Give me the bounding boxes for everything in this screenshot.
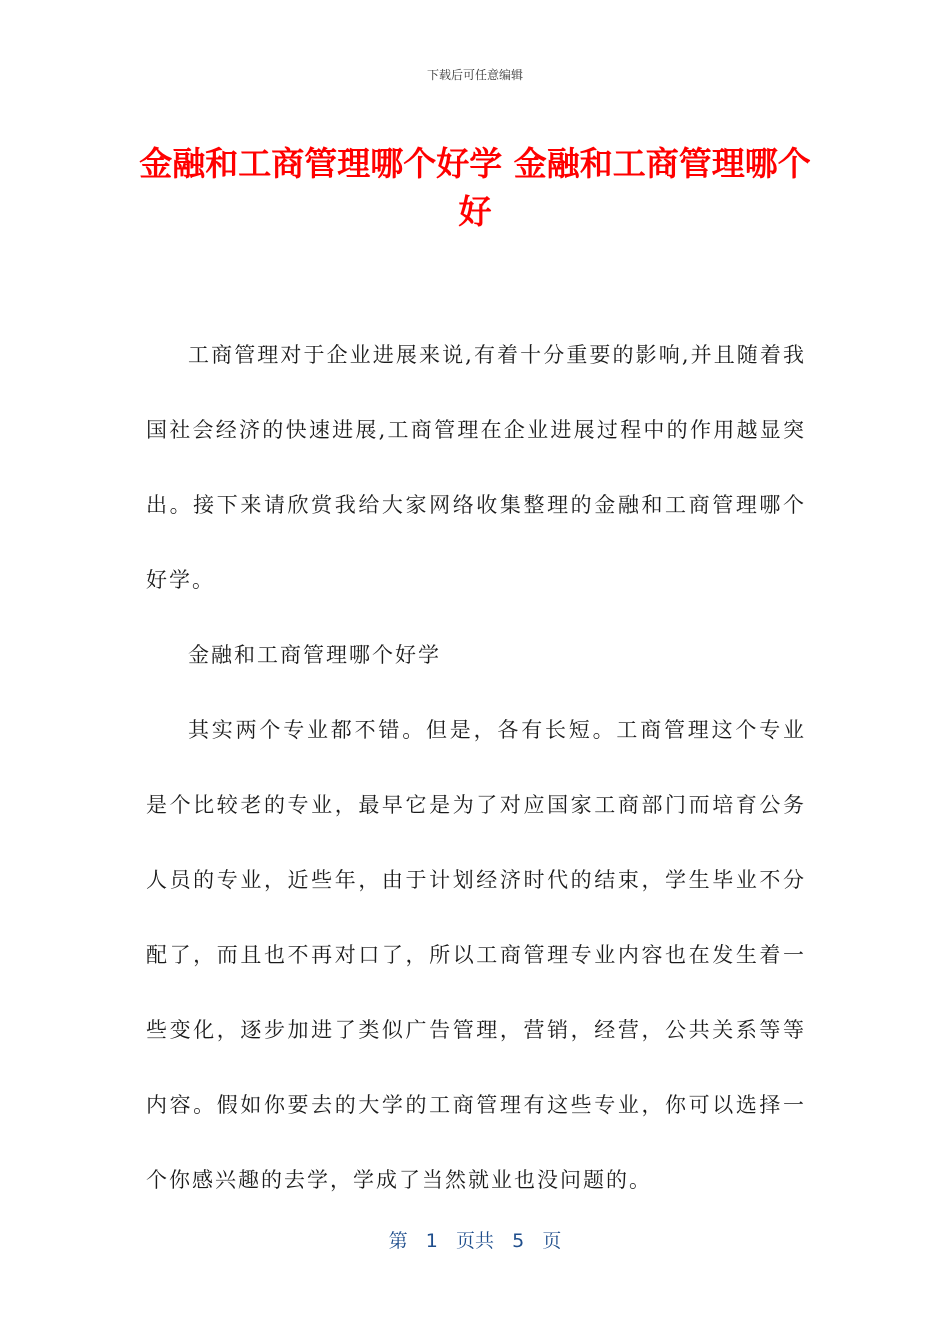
header-note: 下载后可任意编辑: [426, 68, 523, 82]
document-body: [146, 318, 806, 1218]
page-number-footer: [0, 1226, 950, 1253]
document-title: 金融和工商管理哪个好学 金融和工商管理哪个好: [139, 144, 811, 231]
total-pages-number: 5: [512, 1230, 525, 1252]
page-label-suffix: 页: [542, 1230, 562, 1252]
page-label-middle: 页共: [455, 1230, 494, 1252]
page-label-prefix: 第: [388, 1230, 408, 1252]
section-heading: 金融和工商管理哪个好学: [188, 643, 441, 667]
intro-paragraph: 工商管理对于企业进展来说,有着十分重要的影响,并且随着我国社会经济的快速进展,工商管理在企业进展过程中的作用越显突出。接下来请欣赏我给大家网络收集整理的金融和工商管理哪个好学。: [146, 343, 806, 592]
current-page-number: 1: [425, 1230, 438, 1252]
body-paragraph: 其实两个专业都不错。但是，各有长短。工商管理这个专业是个比较老的专业，最早它是为了对应国家工商部门而培育公务人员的专业，近些年，由于计划经济时代的结束，学生毕业不分配了，而且也不再对口了，所以工商管理专业内容也在发生着一些变化，逐步加进了类似广告管理，营销，经营，公共关系等等内容。假如你要去的大学的工商管理有这些专业，你可以选择一个你感兴趣的去学，学成了当然就业也没问题的。: [146, 718, 806, 1192]
